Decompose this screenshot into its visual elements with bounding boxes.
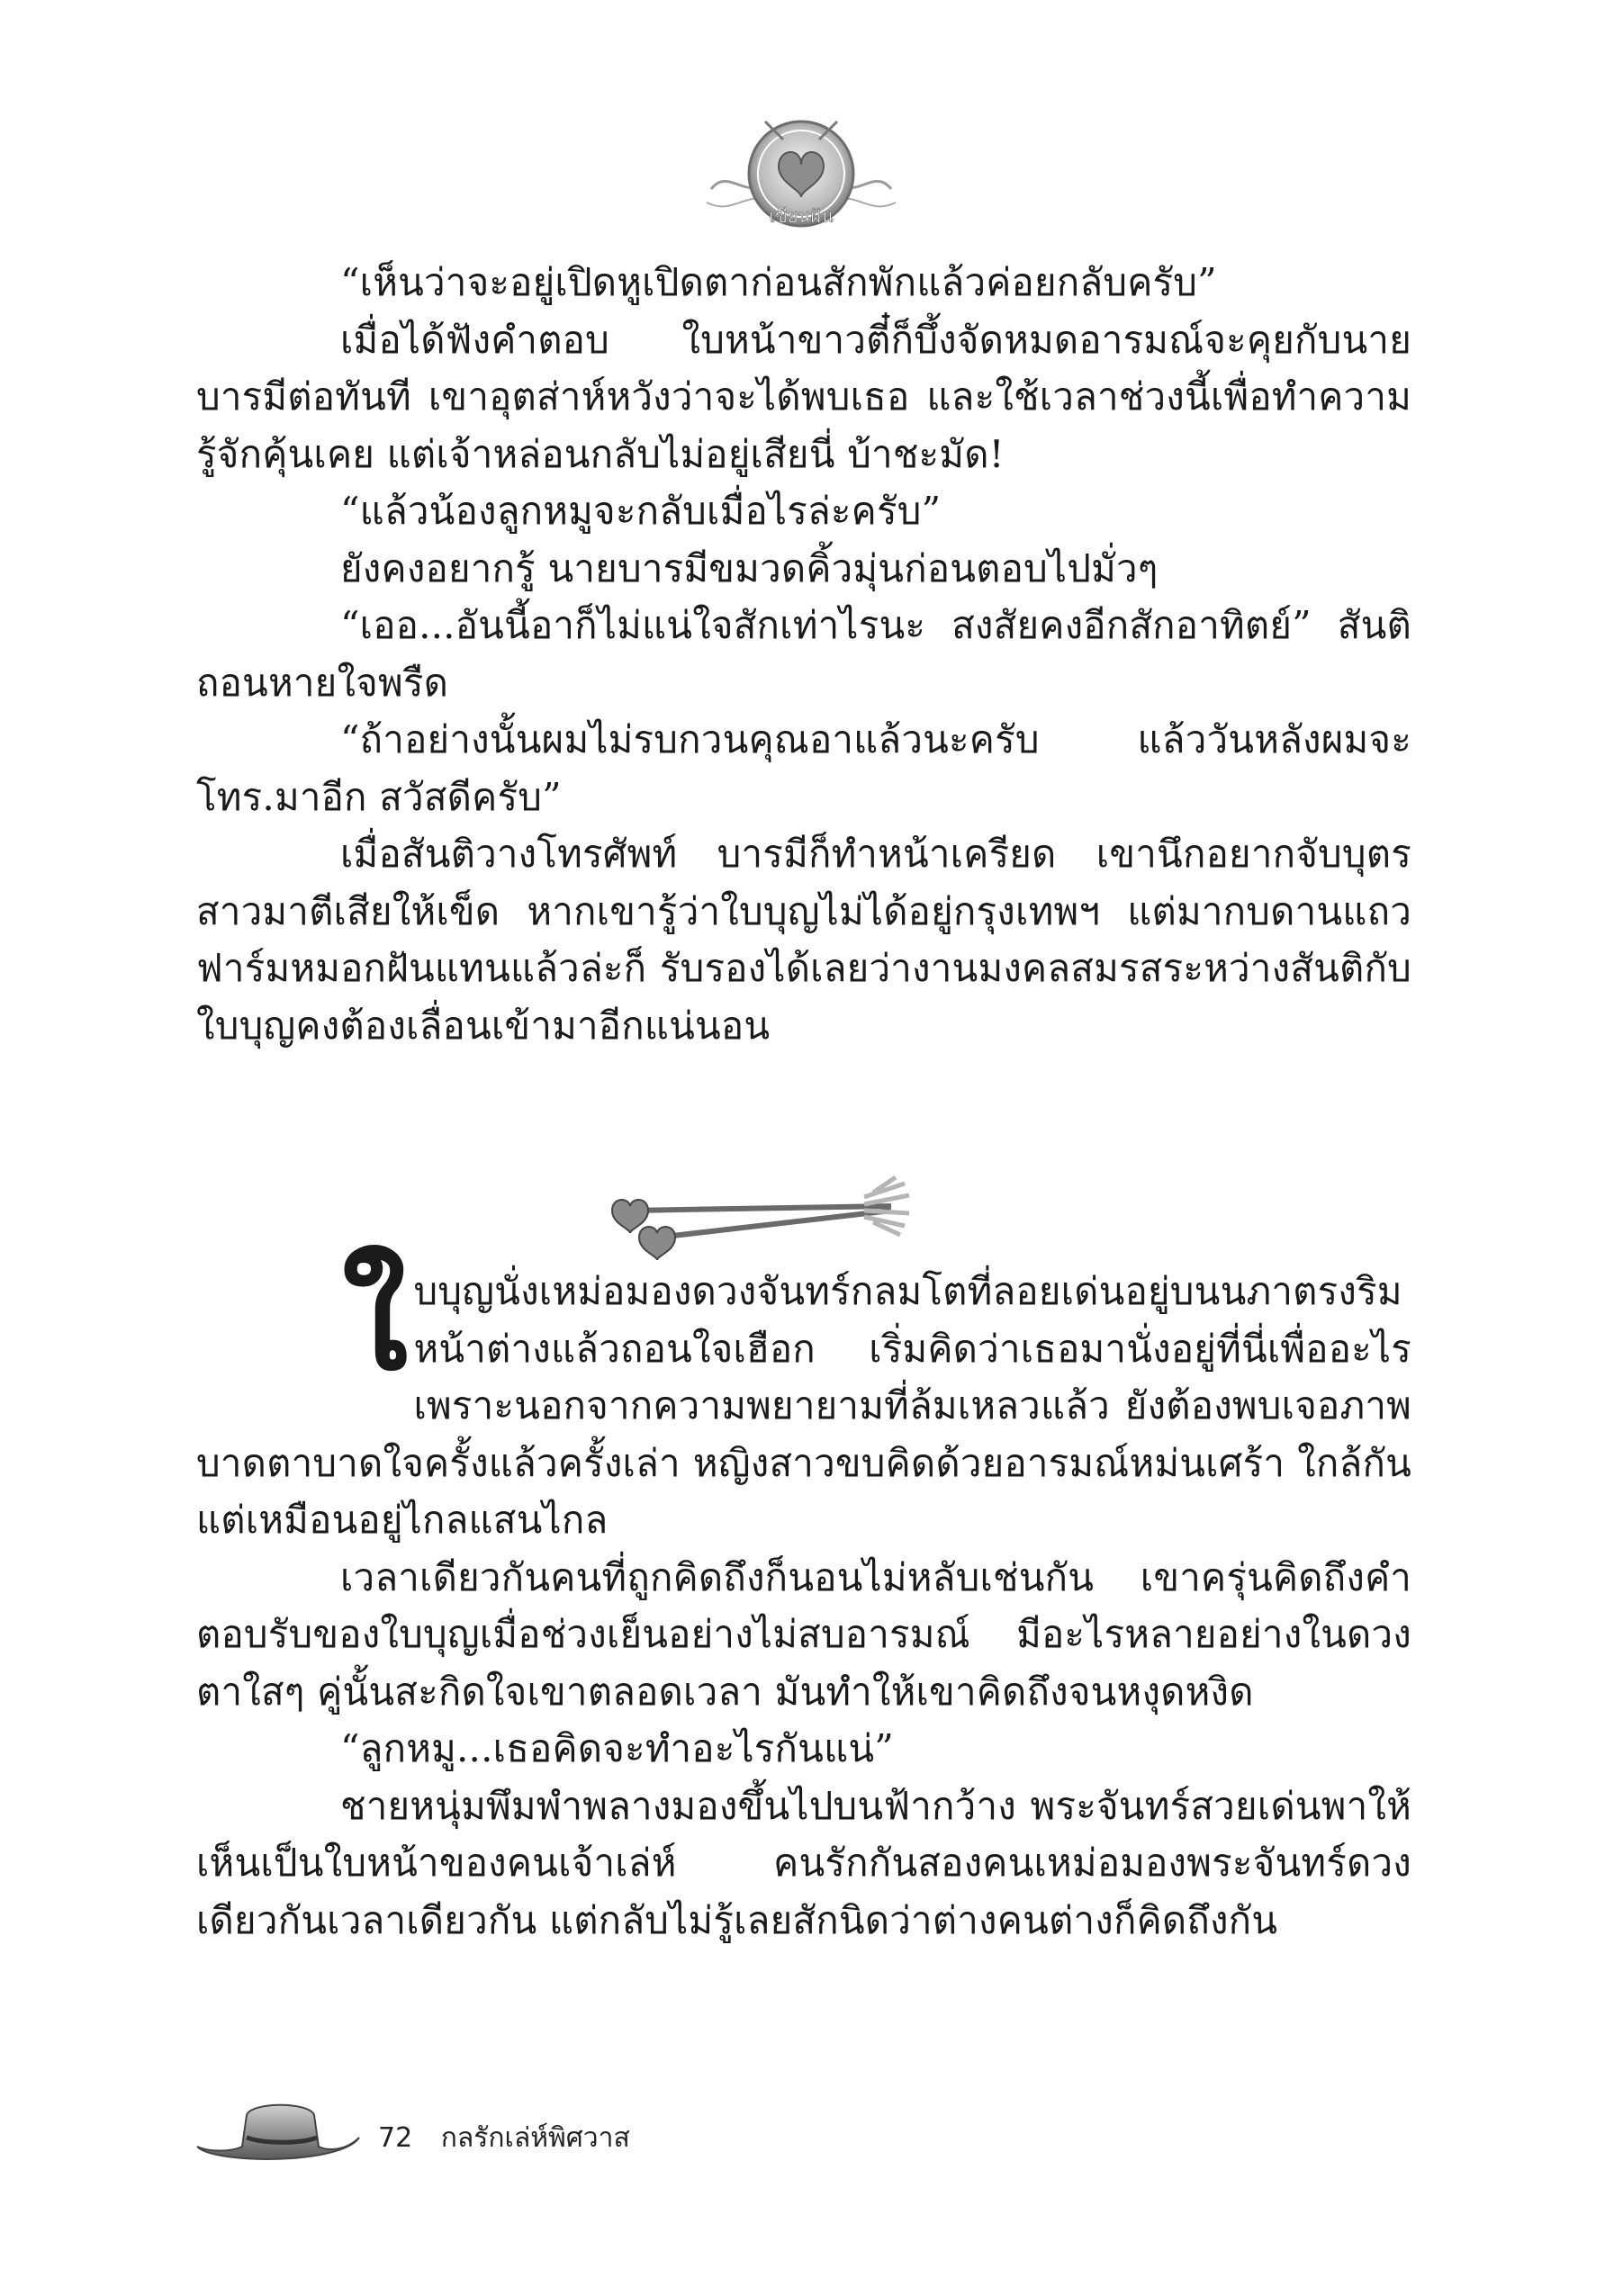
book-title: กลรักเล่ห์พิศวาส <box>440 2122 630 2154</box>
opening-text: บบุญนั่งเหม่อมองดวงจันทร์กลมโตที่ลอยเด่นอยู่บนนภาตรงริมหน้าต่างแล้วถอนใจเฮือก เริ่มคิดว่าเธอมานั่งอยู่ที่นี่เพื่ออะไร เพราะนอกจากความพยายามที่ล้มเหลวแล้ว ยังต้องพบเจอภาพบาดตาบาดใจครั้งแล้วครั้งเล่า หญิงสาวขบคิดด้วยอารมณ์หม่นเศร้า ใกล้กันแต่เหมือนอยู่ไกลแสนไกล <box>196 1269 1411 1542</box>
page-footer <box>378 2117 650 2159</box>
header-emblem-icon <box>693 104 909 239</box>
chapter-opening-paragraph <box>196 1242 1411 1549</box>
heart-arrows-icon <box>594 1170 936 1269</box>
paragraph: ชายหนุ่มพึมพำพลางมองขึ้นไปบนฟ้ากว้าง พระจันทร์สวยเด่นพาให้เห็นเป็นใบหน้าของคนเจ้าเล่ห์ คนรักกันสองคนเหม่อมองพระจันทร์ดวงเดียวกันเวลาเดียวกัน แต่กลับไม่รู้เลยสักนิดว่าต่างคนต่างก็คิดถึงกัน <box>196 1783 1411 1942</box>
paragraph: “เห็นว่าจะอยู่เปิดหูเปิดตาก่อนสักพักแล้วค่อยกลับครับ” <box>340 260 1217 304</box>
paragraph: ยังคงอยากรู้ นายบารมีขมวดคิ้วมุ่นก่อนตอบไปมั่วๆ <box>340 545 1159 590</box>
paragraph: “ลูกหมู...เธอคิดจะทำอะไรกันแน่” <box>340 1726 894 1770</box>
paragraph: “แล้วน้องลูกหมูจะกลับเมื่อไรล่ะครับ” <box>340 489 942 533</box>
drop-cap: ใ <box>342 1242 409 1400</box>
emblem-label: เขียนฝัน <box>769 205 834 227</box>
paragraph: “เออ...อันนี้อาก็ไม่แน่ใจสักเท่าไรนะ สงสัยคงอีกสักอาทิตย์” สันติถอนหายใจพรืด <box>196 603 1411 705</box>
page-number: 72 <box>378 2122 413 2154</box>
text-block-2-rest <box>196 1549 1411 1949</box>
paragraph: “ถ้าอย่างนั้นผมไม่รบกวนคุณอาแล้วนะครับ แล้ววันหลังผมจะโทร.มาอีก สวัสดีครับ” <box>196 717 1411 819</box>
paragraph: เมื่อสันติวางโทรศัพท์ บารมีก็ทำหน้าเครียด เขานึกอยากจับบุตรสาวมาตีเสียให้เข็ด หากเขารู้ว่าใบบุญไม่ได้อยู่กรุงเทพฯ แต่มากบดานแถวฟาร์มหมอกฝันแทนแล้วล่ะก็ รับรองได้เลยว่างานมงคลสมรสระหว่างสันติกับใบบุญคงต้องเลื่อนเข้ามาอีกแน่นอน <box>196 832 1411 1048</box>
paragraph: เมื่อได้ฟังคำตอบ ใบหน้าขาวตี๋ก็บึ้งจัดหมดอารมณ์จะคุยกับนายบารมีต่อทันที เขาอุตส่าห์หวังว่าจะได้พบเธอ และใช้เวลาช่วงนี้เพื่อทำความรู้จักคุ้นเคย แต่เจ้าหล่อนกลับไม่อยู่เสียนี่ บ้าชะมัด! <box>196 317 1411 476</box>
text-block-2 <box>196 1242 1411 1949</box>
text-block-1 <box>196 254 1411 1054</box>
cowboy-hat-icon <box>193 2097 364 2178</box>
paragraph: เวลาเดียวกันคนที่ถูกคิดถึงก็นอนไม่หลับเช่นกัน เขาครุ่นคิดถึงคำตอบรับของใบบุญเมื่อช่วงเย็นอย่างไม่สบอารมณ์ มีอะไรหลายอย่างในดวงตาใสๆ คู่นั้นสะกิดใจเขาตลอดเวลา มันทำให้เขาคิดถึงจนหงุดหงิด <box>196 1554 1411 1714</box>
